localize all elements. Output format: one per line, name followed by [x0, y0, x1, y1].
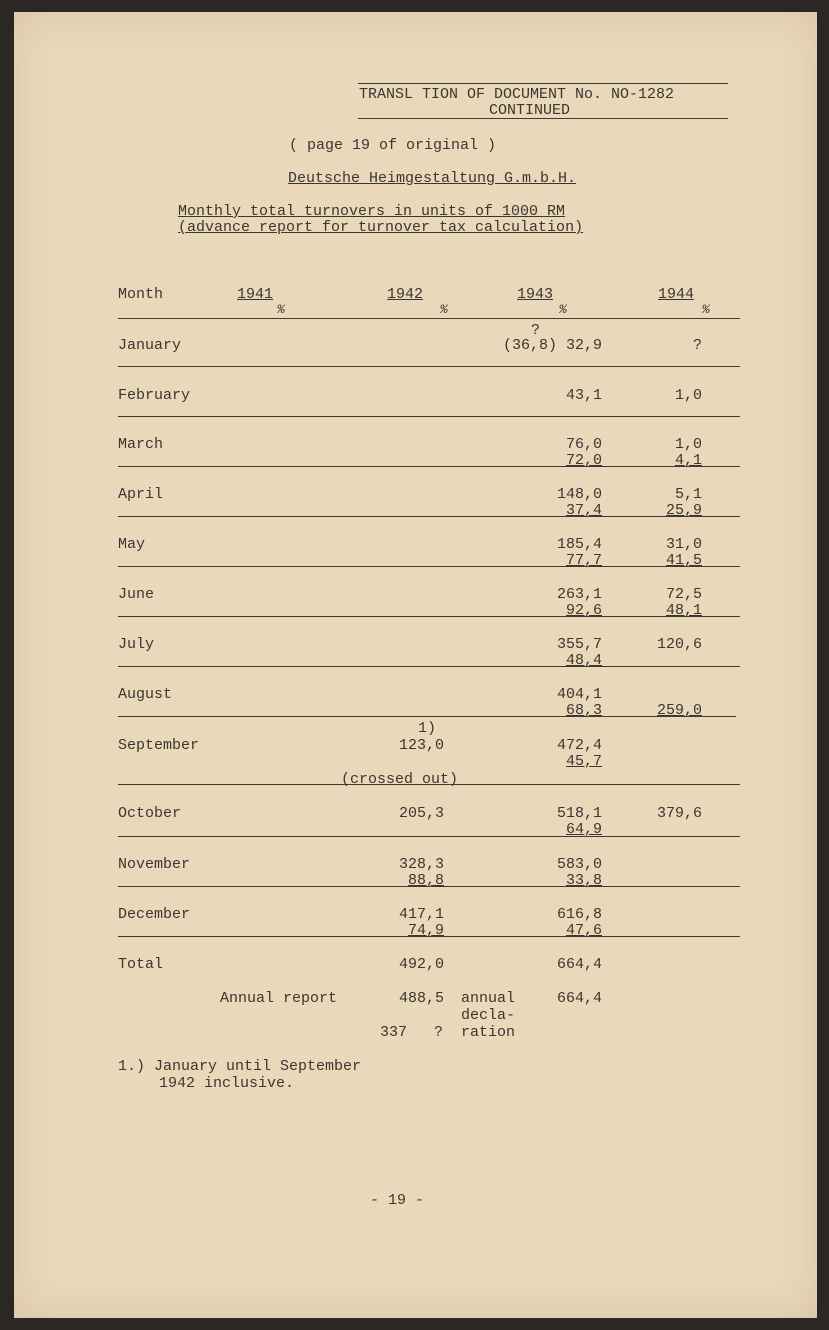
value-1942-note: (crossed out) [341, 771, 459, 788]
company-name: Deutsche Heimgestaltung G.m.b.H. [288, 170, 577, 187]
row-separator [118, 466, 740, 467]
value-1943-pct: 37,4 [565, 502, 602, 519]
value-1943: 518,1 [556, 805, 602, 822]
value-1943-pct: 33,8 [565, 872, 602, 889]
annual-query-mark: ? [434, 1024, 444, 1041]
value-1944: 1,0 [674, 387, 702, 404]
value-1944: 5,1 [674, 486, 702, 503]
col-header-1943: 1943 [517, 286, 554, 303]
value-1944-pct: 25,9 [665, 502, 702, 519]
annual-report-label: Annual report [220, 990, 338, 1007]
annual-report-1942-b: 337 [380, 1024, 408, 1041]
month-label: October [118, 805, 182, 822]
annual-declaration-1: annual [461, 990, 516, 1007]
header-rule-top [358, 83, 728, 84]
value-1944-pct: 48,1 [665, 602, 702, 619]
document-page [14, 12, 817, 1318]
doc-title-continued: CONTINUED [489, 102, 571, 119]
col-header-month: Month [118, 286, 164, 303]
value-1943: 616,8 [556, 906, 602, 923]
annual-report-1942: 488,5 [398, 990, 444, 1007]
value-1942: 492,0 [398, 956, 444, 973]
value-1943-pct: 68,3 [565, 702, 602, 719]
row-separator [118, 886, 740, 887]
value-1944-pct: 4,1 [674, 452, 702, 469]
row-separator [118, 784, 740, 785]
row-separator [118, 616, 740, 617]
page-reference: ( page 19 of original ) [289, 137, 497, 154]
value-1944: ? [692, 337, 702, 354]
col-pct-1943: % [559, 302, 567, 317]
month-label: July [118, 636, 155, 653]
month-label: December [118, 906, 191, 923]
col-header-1944: 1944 [658, 286, 695, 303]
value-1942-pct: 88,8 [407, 872, 444, 889]
value-1944: 120,6 [656, 636, 702, 653]
row-separator [118, 666, 740, 667]
value-1943: 185,4 [556, 536, 602, 553]
month-label: Total [118, 956, 164, 973]
col-pct-1941: % [277, 302, 285, 317]
col-pct-1942: % [440, 302, 448, 317]
value-1942: 417,1 [398, 906, 444, 923]
value-1943: 664,4 [556, 956, 602, 973]
month-label: November [118, 856, 191, 873]
value-1944: 72,5 [665, 586, 702, 603]
value-1943: 583,0 [556, 856, 602, 873]
value-1943-pct: 45,7 [565, 753, 602, 770]
query-mark: ? [531, 322, 541, 339]
value-1942: 123,0 [398, 737, 444, 754]
table-subtitle-2: (advance report for turnover tax calculation) [178, 219, 584, 236]
value-1943-pct: 47,6 [565, 922, 602, 939]
month-label: March [118, 436, 164, 453]
value-1943: 472,4 [556, 737, 602, 754]
value-1943-pct: 77,7 [565, 552, 602, 569]
value-1943: (36,8) 32,9 [502, 337, 602, 354]
value-1944-pct: 41,5 [665, 552, 702, 569]
value-1943: 76,0 [565, 436, 602, 453]
value-1942-pct: 74,9 [407, 922, 444, 939]
annual-declaration-2: decla- [461, 1007, 516, 1024]
month-label: January [118, 337, 182, 354]
row-separator [118, 566, 740, 567]
value-1943: 148,0 [556, 486, 602, 503]
value-1944: 379,6 [656, 805, 702, 822]
value-1943-pct: 48,4 [565, 652, 602, 669]
value-1943: 263,1 [556, 586, 602, 603]
month-label: September [118, 737, 200, 754]
value-1943: 404,1 [556, 686, 602, 703]
page-number: - 19 - [370, 1192, 425, 1209]
col-pct-1944: % [702, 302, 710, 317]
row-separator [118, 836, 740, 837]
header-separator [118, 318, 740, 319]
month-label: August [118, 686, 173, 703]
value-1943-pct: 64,9 [565, 821, 602, 838]
annual-declaration-3: ration [461, 1024, 516, 1041]
value-1943-pct: 92,6 [565, 602, 602, 619]
doc-title: TRANSL TION OF DOCUMENT No. NO-1282 [359, 86, 675, 103]
month-label: February [118, 387, 191, 404]
value-1944-pct: 259,0 [656, 702, 702, 719]
month-label: April [118, 486, 164, 503]
footnote-line-1: 1.) January until September [118, 1058, 362, 1075]
value-1943-pct: 72,0 [565, 452, 602, 469]
col-header-1941: 1941 [237, 286, 274, 303]
col-header-1942: 1942 [387, 286, 424, 303]
row-separator [118, 516, 740, 517]
value-1942: 205,3 [398, 805, 444, 822]
footnote-marker: 1) [418, 720, 437, 737]
value-1943: 43,1 [565, 387, 602, 404]
row-separator [118, 416, 740, 417]
value-1944: 31,0 [665, 536, 702, 553]
month-label: June [118, 586, 155, 603]
annual-report-1943: 664,4 [556, 990, 602, 1007]
header-rule-bottom [358, 118, 728, 119]
row-separator [118, 936, 740, 937]
table-subtitle-1: Monthly total turnovers in units of 1000 RM [178, 203, 566, 220]
month-label: May [118, 536, 146, 553]
row-separator [118, 716, 736, 717]
value-1944: 1,0 [674, 436, 702, 453]
value-1943: 355,7 [556, 636, 602, 653]
value-1942: 328,3 [398, 856, 444, 873]
row-separator [118, 366, 740, 367]
footnote-line-2: 1942 inclusive. [159, 1075, 295, 1092]
